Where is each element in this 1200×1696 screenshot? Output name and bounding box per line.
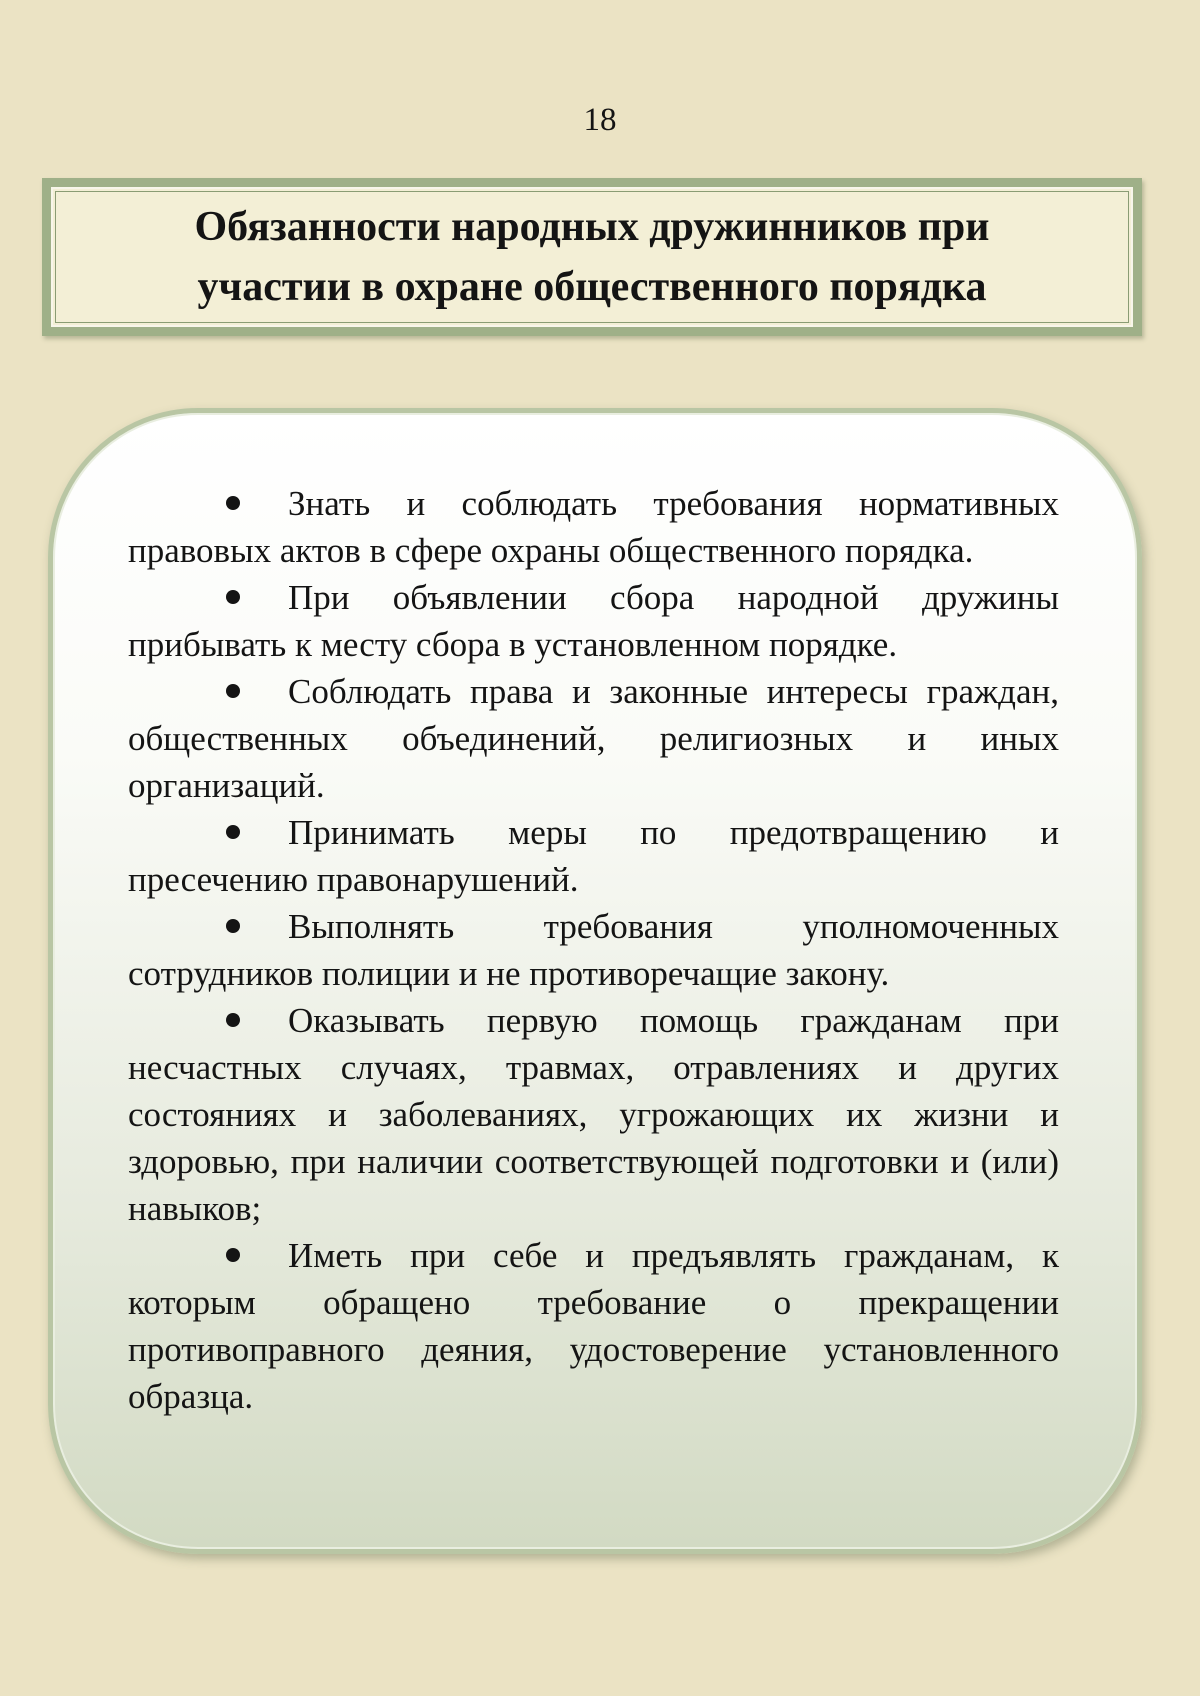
bullet-icon <box>226 1248 240 1262</box>
list-item-text: Оказывать первую помощь гражданам при несчастных случаях, травмах, отравлениях и других состояниях и заболеваниях, угрожающих их жизни и здоровью, при наличии соответствующей подготовки и (или) навыков; <box>128 1001 1059 1228</box>
list-item-text: Знать и соблюдать требования нормативных правовых актов в сфере охраны общественного порядка. <box>128 484 1059 570</box>
title-line-1: Обязанности народных дружинников при <box>194 204 990 250</box>
list-item-text: Выполнять требования уполномоченных сотрудников полиции и не противоречащие закону. <box>128 907 1059 993</box>
list-item-text: Соблюдать права и законные интересы граждан, общественных объединений, религиозных и иных организаций. <box>128 672 1059 805</box>
bullet-icon <box>226 684 240 698</box>
duties-list <box>128 480 1059 1420</box>
list-item-text: При объявлении сбора народной дружины прибывать к месту сбора в установленном порядке. <box>128 578 1059 664</box>
bullet-icon <box>226 496 240 510</box>
bullet-icon <box>226 1013 240 1027</box>
list-item <box>128 574 1059 668</box>
bullet-icon <box>226 590 240 604</box>
list-item <box>128 1232 1059 1420</box>
list-item-text: Иметь при себе и предъявлять гражданам, к которым обращено требование о прекращении противоправного деяния, удостоверение установленного образца. <box>128 1236 1059 1416</box>
list-item <box>128 997 1059 1232</box>
list-item <box>128 480 1059 574</box>
bullet-icon <box>226 825 240 839</box>
title-line-2: участии в охране общественного порядка <box>197 264 987 310</box>
page-number: 18 <box>583 102 617 138</box>
title-frame <box>42 178 1142 336</box>
list-item <box>128 809 1059 903</box>
list-item <box>128 668 1059 809</box>
list-item <box>128 903 1059 997</box>
title-box <box>51 187 1133 327</box>
bullet-icon <box>226 919 240 933</box>
list-item-text: Принимать меры по предотвращению и пресечению правонарушений. <box>128 813 1059 899</box>
